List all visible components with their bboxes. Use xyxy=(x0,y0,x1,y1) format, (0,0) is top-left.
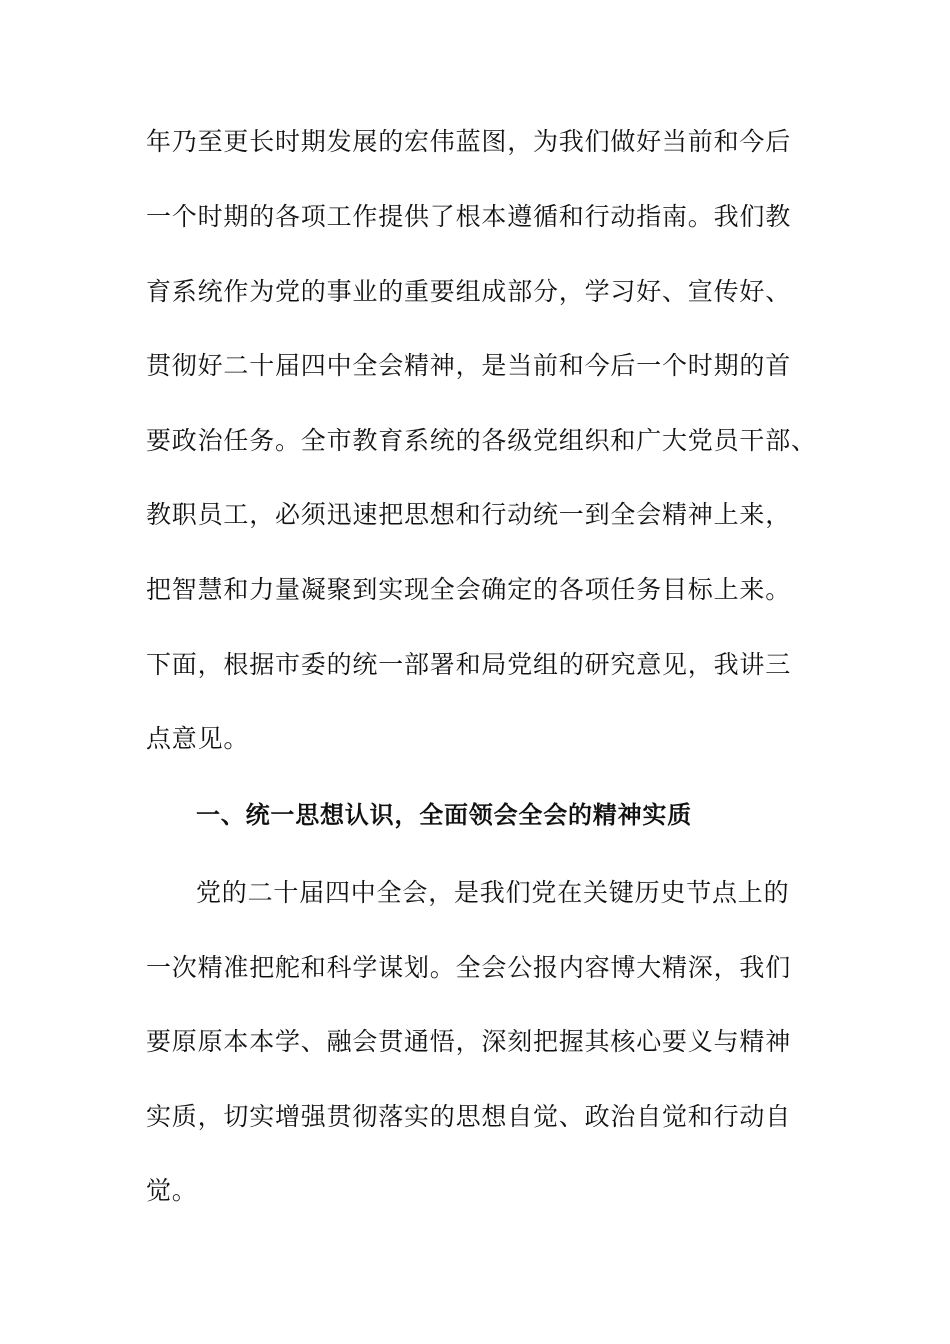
body-text-line: 贯彻好二十届四中全会精神，是当前和今后一个时期的首 xyxy=(146,351,792,380)
body-text-line: 育系统作为党的事业的重要组成部分，学习好、宣传好、 xyxy=(146,277,792,306)
body-text-line: 下面，根据市委的统一部署和局党组的研究意见，我讲三 xyxy=(146,650,792,679)
body-text-line: 点意见。 xyxy=(146,724,250,753)
body-text-line: 要原原本本学、融会贯通悟，深刻把握其核心要义与精神 xyxy=(146,1027,792,1056)
body-text-line: 教职员工，必须迅速把思想和行动统一到全会精神上来， xyxy=(146,500,792,529)
body-text-line: 一次精准把舵和科学谋划。全会公报内容博大精深，我们 xyxy=(146,953,792,982)
body-text-line: 年乃至更长时期发展的宏伟蓝图，为我们做好当前和今后 xyxy=(146,127,792,156)
body-text-line: 党的二十届四中全会，是我们党在关键历史节点上的 xyxy=(196,878,790,907)
body-text-line: 把智慧和力量凝聚到实现全会确定的各项任务目标上来。 xyxy=(146,575,792,604)
body-text-line: 实质，切实增强贯彻落实的思想自觉、政治自觉和行动自 xyxy=(146,1102,792,1131)
section-heading: 一、统一思想认识，全面领会全会的精神实质 xyxy=(196,801,692,829)
body-text-line: 要政治任务。全市教育系统的各级党组织和广大党员干部、 xyxy=(146,426,817,455)
body-text-line: 觉。 xyxy=(146,1176,198,1205)
body-text-line: 一个时期的各项工作提供了根本遵循和行动指南。我们教 xyxy=(146,202,792,231)
